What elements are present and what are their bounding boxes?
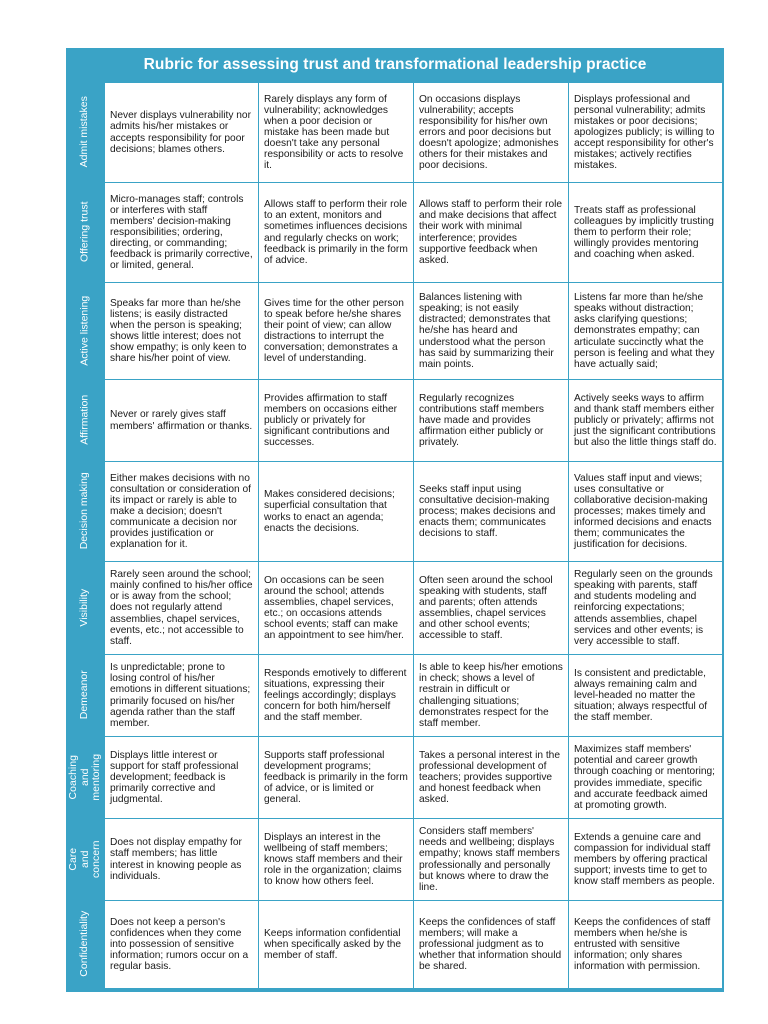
table-row bbox=[105, 283, 723, 380]
row-label-text: Active listening bbox=[78, 295, 91, 366]
rubric-cell: Values staff input and views; uses consultative or collaborative decision-making processes; makes timely and informed decisions and enacts them; communicates the justification for decisions. bbox=[569, 462, 723, 562]
rubric-cell: Never displays vulnerability nor admits his/her mistakes or accepts responsibility for poor decisions; blames others. bbox=[105, 83, 259, 183]
rubric-cell: Never or rarely gives staff members' affirmation or thanks. bbox=[105, 380, 259, 462]
rubric-cell: Rarely seen around the school; mainly confined to his/her office or is away from the school; does not regularly attend assemblies, chapel services, events, etc.; not accessible to staff. bbox=[105, 562, 259, 655]
table-row bbox=[105, 737, 723, 819]
row-label-text: Visibility bbox=[78, 588, 91, 627]
rubric-cell: Often seen around the school speaking with students, staff and parents; often attends assemblies, chapel services and other school events; accessible to staff. bbox=[414, 562, 569, 655]
row-label-text: Coaching and mentoring bbox=[66, 753, 102, 801]
rubric-cell: Allows staff to perform their role and make decisions that affect their work with minimal interference; provides supportive feedback when asked. bbox=[414, 183, 569, 283]
rubric-cell: Responds emotively to different situations, expressing their feelings accordingly; displays concern for both him/herself and the staff member. bbox=[259, 655, 414, 737]
table-row bbox=[105, 655, 723, 737]
rubric-title: Rubric for assessing trust and transformational leadership practice bbox=[143, 56, 647, 73]
rubric-cell: Displays professional and personal vulnerability; admits mistakes or poor decisions; apologizes publicly; is willing to accept responsibility for other's mistakes; actively rectifies mistakes. bbox=[569, 83, 723, 183]
rubric-cell: Actively seeks ways to affirm and thank staff members either publicly or privately; affirms not just the significant contributions but also the little things staff do. bbox=[569, 380, 723, 462]
rubric-cell: Treats staff as professional colleagues by implicitly trusting them to perform their role; willingly provides mentoring and coaching when asked. bbox=[569, 183, 723, 283]
row-label-visibility bbox=[66, 561, 104, 654]
rubric-cell: Is unpredictable; prone to losing control of his/her emotions in different situations; primarily focused on his/her agenda rather than the staff member. bbox=[105, 655, 259, 737]
rubric-cell: Listens far more than he/she speaks without distraction; asks clarifying questions; demonstrates empathy; can articulate succinctly what the person is feeling and what they have actually said; bbox=[569, 283, 723, 380]
row-label-text: Decision making bbox=[78, 472, 91, 550]
rubric-cell: Regularly seen on the grounds speaking with parents, staff and students modeling and reinforcing expectations; attends assemblies, chapel services and other events; is very accessible to staff. bbox=[569, 562, 723, 655]
rubric-cell: Displays little interest or support for staff professional development; feedback is primarily corrective and judgmental. bbox=[105, 737, 259, 819]
rubric-cell: Takes a personal interest in the professional development of teachers; provides supportive and honest feedback when asked. bbox=[414, 737, 569, 819]
rubric-cell: Speaks far more than he/she listens; is easily distracted when the person is speaking; shows little interest; does not show empathy; is only keen to share his/her point of view. bbox=[105, 283, 259, 380]
rubric-cell: Makes considered decisions; superficial consultation that works to enact an agenda; enacts the decisions. bbox=[259, 462, 414, 562]
rubric-cell: Is consistent and predictable, always remaining calm and level-headed no matter the situation; always respectful of the staff member. bbox=[569, 655, 723, 737]
table-row bbox=[105, 183, 723, 283]
rubric-cell: Rarely displays any form of vulnerability; acknowledges when a poor decision or mistake has been made but doesn't take any personal responsibility or acts to resolve it. bbox=[259, 83, 414, 183]
rubric-cell: On occasions displays vulnerability; accepts responsibility for his/her own errors and poor decisions but doesn't apologize; admonishes others for their mistakes and poor decisions. bbox=[414, 83, 569, 183]
rubric-frame bbox=[66, 48, 724, 992]
row-label-text: Confidentiality bbox=[78, 911, 91, 977]
table-row bbox=[105, 462, 723, 562]
row-label-decision-making bbox=[66, 461, 104, 561]
rubric-cell: Maximizes staff members' potential and career growth through coaching or mentoring; provides immediate, specific and accurate feedback aimed at promoting growth. bbox=[569, 737, 723, 819]
rubric-cell: Regularly recognizes contributions staff members have made and provides affirmation either publicly or privately. bbox=[414, 380, 569, 462]
rubric-cell: Seeks staff input using consultative decision-making process; makes decisions and enacts them; communicates decisions to staff. bbox=[414, 462, 569, 562]
rubric-cell: Does not display empathy for staff members; has little interest in knowing people as individuals. bbox=[105, 819, 259, 901]
rubric-cell: Either makes decisions with no consultation or consideration of its impact or rarely is able to make a decision; doesn't communicate a decision nor provides justification or explanation for it. bbox=[105, 462, 259, 562]
row-label-care-and-concern bbox=[66, 818, 104, 900]
row-label-affirmation bbox=[66, 379, 104, 461]
rubric-table bbox=[104, 82, 723, 989]
row-label-text: Demeanor bbox=[78, 670, 91, 720]
table-row bbox=[105, 901, 723, 989]
row-label-admit-mistakes bbox=[66, 82, 104, 182]
table-row bbox=[105, 562, 723, 655]
row-label-offering-trust bbox=[66, 182, 104, 282]
table-row bbox=[105, 819, 723, 901]
rubric-cell: Micro-manages staff; controls or interferes with staff members' decision-making responsibilities; ordering, directing, or commanding; feedback is primarily corrective, or limited, general. bbox=[105, 183, 259, 283]
row-labels-column bbox=[66, 82, 104, 988]
rubric-cell: Displays an interest in the wellbeing of staff members; knows staff members and their role in the organization; claims to know how others feel. bbox=[259, 819, 414, 901]
row-label-text: Admit mistakes bbox=[78, 96, 91, 168]
rubric-cell: Allows staff to perform their role to an extent, monitors and sometimes influences decisions and regularly checks on work; feedback is primarily in the form of advice. bbox=[259, 183, 414, 283]
row-label-coaching-and-mentoring bbox=[66, 736, 104, 818]
rubric-cell: Considers staff members' needs and wellbeing; displays empathy; knows staff members professionally and personally but knows where to draw the line. bbox=[414, 819, 569, 901]
rubric-cell: Does not keep a person's confidences when they come into possession of sensitive information; rumors occur on a regular basis. bbox=[105, 901, 259, 989]
table-row bbox=[105, 83, 723, 183]
rubric-cell: On occasions can be seen around the school; attends assemblies, chapel services, etc.; on occasions attends school events; staff can make an appointment to see him/her. bbox=[259, 562, 414, 655]
row-label-text: Affirmation bbox=[78, 395, 91, 445]
rubric-cell: Is able to keep his/her emotions in check; shows a level of restrain in difficult or challenging situations; demonstrates respect for the staff member. bbox=[414, 655, 569, 737]
rubric-cell: Balances listening with speaking; is not easily distracted; demonstrates that he/she has heard and understood what the person has said by summarizing their main points. bbox=[414, 283, 569, 380]
rubric-cell: Keeps information confidential when specifically asked by the member of staff. bbox=[259, 901, 414, 989]
rubric-cell: Provides affirmation to staff members on occasions either publicly or privately for significant contributions and successes. bbox=[259, 380, 414, 462]
rubric-cell: Gives time for the other person to speak before he/she shares their point of view; can allow distractions to interrupt the conversation; demonstrates a level of understanding. bbox=[259, 283, 414, 380]
rubric-cell: Supports staff professional development programs; feedback is primarily in the form of advice, or is limited or general. bbox=[259, 737, 414, 819]
rubric-cell: Keeps the confidences of staff members; will make a professional judgment as to whether that information should be shared. bbox=[414, 901, 569, 989]
row-label-active-listening bbox=[66, 282, 104, 379]
rubric-cell: Keeps the confidences of staff members when he/she is entrusted with sensitive information; only shares information with permission. bbox=[569, 901, 723, 989]
row-label-text: Care and concern bbox=[66, 840, 102, 878]
row-label-demeanor bbox=[66, 654, 104, 736]
table-row bbox=[105, 380, 723, 462]
row-label-confidentiality bbox=[66, 900, 104, 988]
row-label-text: Offering trust bbox=[78, 201, 91, 263]
rubric-cell: Extends a genuine care and compassion for individual staff members by offering practical support; invests time to get to know staff members as people. bbox=[569, 819, 723, 901]
